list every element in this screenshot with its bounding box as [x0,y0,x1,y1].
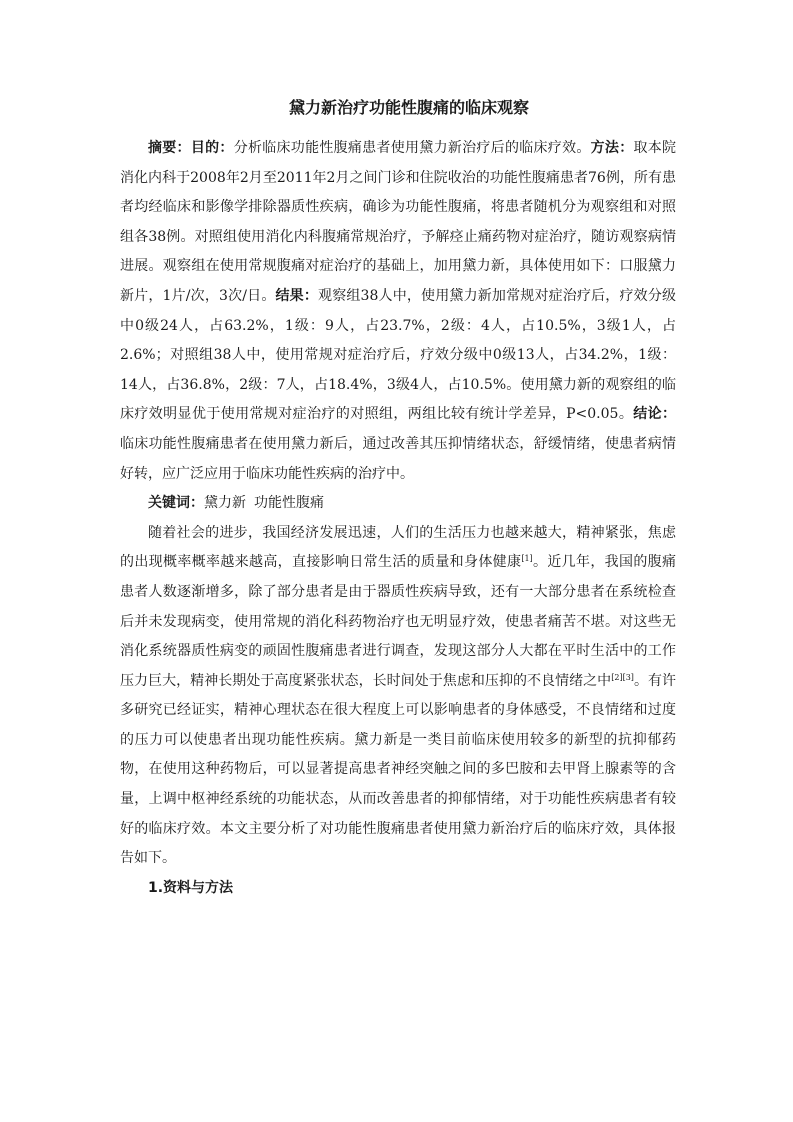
keywords-paragraph [120,489,676,519]
purpose-text: 分析临床功能性腹痛患者使用黛力新治疗后的临床疗效。 [233,140,591,156]
method-text: 取本院消化内科于2008年2月至2011年2月之间门诊和住院收治的功能性腹痛患者76例，所有患者均经临床和影像学排除器质性疾病，确诊为功能性腹痛，将患者随机分为观察组和对照组各38例。对照组使用消化内科腹痛常规治疗，予解痉止痛药物对症治疗，随访观察病情进展。观察组在使用常规腹痛对症治疗的基础上，加用黛力新，具体使用如下：口服黛力新片，1片/次，3次/日。 [120,140,677,304]
intro-text: 。有许多研究已经证实，精神心理状态在很大程度上可以影响患者的身体感受，不良情绪和过度的压力可以使患者出现功能性疾病。黛力新是一类目前临床使用较多的新型的抗抑郁药物，在使用这种药物后，可以显著提高患者神经突触之间的多巴胺和去甲肾上腺素等的含量，上调中枢神经系统的功能状态，从而改善患者的抑郁情绪，对于功能性疾病患者有较好的临床疗效。本文主要分析了对功能性腹痛患者使用黛力新治疗后的临床疗效，具体报告如下。 [120,672,677,867]
keywords-label: 关键词： [148,495,204,512]
purpose-label: 目的： [190,140,234,156]
intro-text: 。近几年，我国的腹痛患者人数逐渐增多，除了部分患者是由于器质性疾病导致，还有一大部分患者在系统检查后并未发现病变，使用常规的消化科药物治疗也无明显疗效，使患者痛苦不堪。对这些无消化系统器质性病变的顽固性腹痛患者进行调查，发现这部分人大都在平时生活中的工作压力巨大，精神长期处于高度紧张状态，长时间处于焦虑和压抑的不良情绪之中 [120,554,677,689]
conclusion-text: 临床功能性腹痛患者在使用黛力新后，通过改善其压抑情绪状态，舒缓情绪，使患者病情好转，应广泛应用于临床功能性疾病的治疗中。 [120,435,676,482]
abstract-paragraph [120,134,676,489]
abstract-label: 摘要： [148,140,191,156]
intro-paragraph [120,519,676,874]
method-label: 方法： [590,140,634,156]
section-heading: 1.资料与方法 [148,879,234,896]
keyword-item: 功能性腹痛 [254,495,324,512]
result-text: 观察组38人中，使用黛力新加常规对症治疗后，疗效分级中0级24人，占63.2%，1级：9人，占23.7%，2级：4人，占10.5%，3级1人，占2.6%；对照组38人中，使用常规对症治疗后，疗效分级中0级13人，占34.2%，1级：14人，占36.8%，2级：7人，占18.4%，3级4人，占10.5%。使用黛力新的观察组的临床疗效明显优于使用常规对症治疗的对照组，两组比较有统计学差异，P<0.05。 [120,287,676,423]
document-page [120,96,676,903]
intro-text: 随着社会的进步，我国经济发展迅速，人们的生活压力也越来越大，精神紧张，焦虑的出现概率概率越来越高，直接影响日常生活的质量和身体健康 [120,524,676,571]
conclusion-label: 结论： [633,406,676,423]
citation-ref: [2][3] [611,672,634,682]
citation-ref: [1] [521,554,533,564]
keyword-item: 黛力新 [204,495,246,512]
result-label: 结果： [275,287,319,304]
paper-title: 黛力新治疗功能性腹痛的临床观察 [288,98,529,117]
